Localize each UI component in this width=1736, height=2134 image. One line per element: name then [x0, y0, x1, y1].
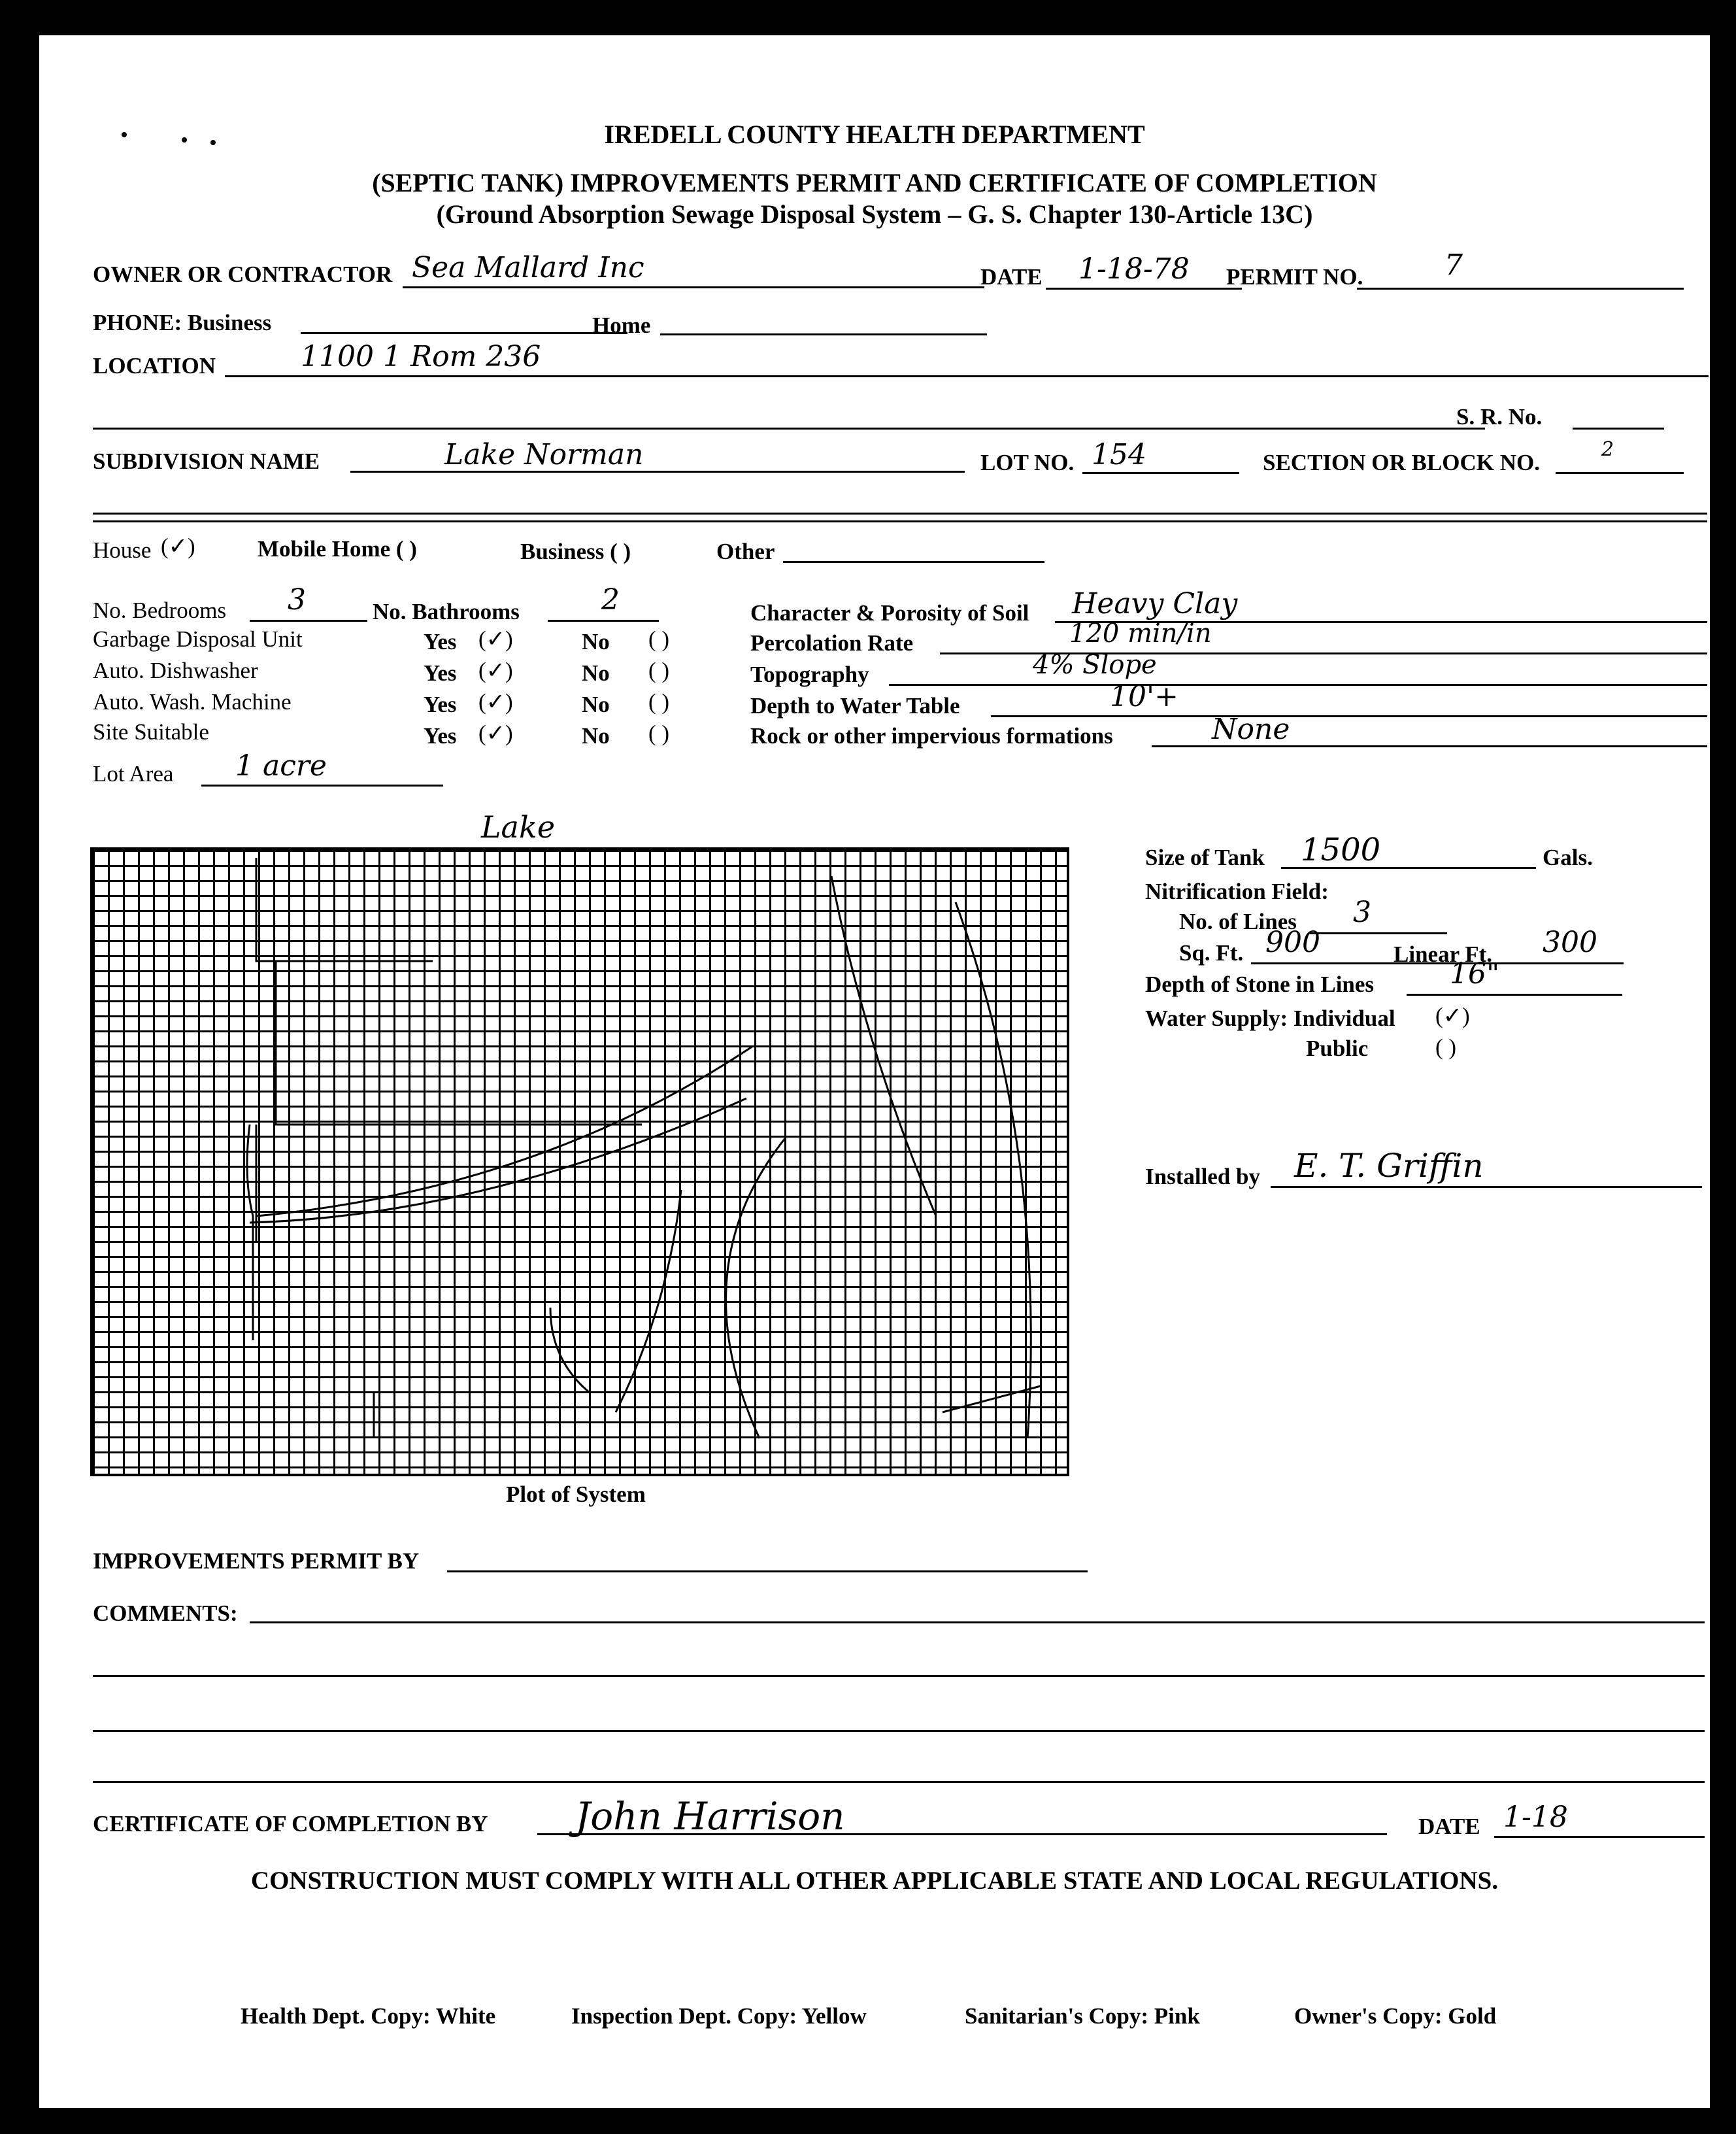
lines-line: [1310, 932, 1447, 934]
location-label: LOCATION: [93, 353, 216, 379]
date-value[interactable]: 1-18-78: [1078, 252, 1190, 286]
site-no-label: No: [582, 723, 610, 749]
water-table-label: Depth to Water Table: [750, 693, 960, 719]
other-line: [783, 561, 1044, 563]
permit-by-line: [447, 1570, 1088, 1572]
sqft-value[interactable]: 900: [1265, 926, 1320, 959]
rock-label: Rock or other impervious formations: [750, 723, 1113, 749]
date-line: [1046, 288, 1242, 290]
rock-value[interactable]: None: [1212, 713, 1290, 746]
location-value[interactable]: 1100 1 Rom 236: [301, 340, 541, 373]
plot-grid: [90, 847, 1069, 1476]
lot-area-label: Lot Area: [93, 761, 174, 787]
lot-no-label: LOT NO.: [980, 450, 1075, 475]
owner-line: [403, 286, 984, 288]
phone-business-label: PHONE: Business: [93, 310, 272, 335]
certificate-label: CERTIFICATE OF COMPLETION BY: [93, 1811, 488, 1837]
lines-value[interactable]: 3: [1353, 896, 1371, 929]
certificate-date-label: DATE: [1418, 1814, 1480, 1839]
site-yes-label: Yes: [424, 723, 457, 749]
washing-no-checkbox[interactable]: ( ): [648, 689, 670, 715]
dishwasher-label: Auto. Dishwasher: [93, 658, 258, 683]
comments-line-1[interactable]: [250, 1621, 1705, 1623]
dishwasher-no-checkbox[interactable]: ( ): [648, 658, 670, 683]
washing-yes-label: Yes: [424, 692, 457, 717]
garbage-no-label: No: [582, 629, 610, 654]
subdivision-label: SUBDIVISION NAME: [93, 449, 320, 474]
topography-value[interactable]: 4% Slope: [1033, 650, 1157, 680]
garbage-disposal-label: Garbage Disposal Unit: [93, 626, 303, 652]
bathrooms-value[interactable]: 2: [601, 583, 620, 617]
permit-value[interactable]: 7: [1444, 248, 1463, 282]
installed-by-line: [1271, 1186, 1702, 1188]
copy-inspection-dept: Inspection Dept. Copy: Yellow: [571, 2003, 867, 2029]
water-table-value[interactable]: 10'+: [1110, 680, 1178, 713]
mobile-home-option[interactable]: Mobile Home ( ): [258, 536, 417, 562]
stone-depth-line: [1407, 994, 1622, 996]
installed-by-label: Installed by: [1145, 1164, 1261, 1189]
department-title: IREDELL COUNTY HEALTH DEPARTMENT: [604, 120, 1145, 149]
public-checkbox[interactable]: ( ): [1435, 1034, 1457, 1060]
dishwasher-yes-label: Yes: [424, 660, 457, 686]
bathrooms-label: No. Bathrooms: [373, 599, 520, 624]
comments-line-3[interactable]: [93, 1730, 1705, 1732]
certificate-date-line: [1494, 1836, 1705, 1838]
gallons-label: Gals.: [1543, 845, 1593, 870]
sr-no-label: S. R. No.: [1456, 404, 1543, 430]
form-subtitle: (Ground Absorption Sewage Disposal System – G. S. Chapter 130-Article 13C): [436, 199, 1313, 229]
garbage-yes-checkbox[interactable]: (✓): [478, 626, 513, 652]
lake-label: Lake: [481, 809, 556, 845]
house-checkbox[interactable]: (✓): [161, 534, 195, 559]
divider-rule: [93, 513, 1707, 515]
linear-ft-value[interactable]: 300: [1543, 926, 1597, 959]
lot-no-line: [1082, 472, 1239, 474]
certificate-signature[interactable]: John Harrison: [575, 1794, 845, 1838]
individual-checkbox[interactable]: (✓): [1435, 1003, 1470, 1028]
copy-sanitarian: Sanitarian's Copy: Pink: [965, 2003, 1200, 2029]
water-table-line: [991, 715, 1707, 717]
lot-area-value[interactable]: 1 acre: [235, 749, 327, 783]
soil-value[interactable]: Heavy Clay: [1072, 587, 1238, 620]
water-supply-label: Water Supply: Individual: [1145, 1006, 1395, 1031]
linear-ft-label: Linear Ft.: [1394, 941, 1493, 967]
comments-line-2[interactable]: [93, 1675, 1705, 1677]
phone-business-line: [301, 332, 627, 334]
lines-label: No. of Lines: [1179, 909, 1297, 934]
other-label: Other: [716, 539, 775, 564]
public-label: Public: [1306, 1036, 1369, 1061]
garbage-no-checkbox[interactable]: ( ): [648, 626, 670, 652]
compliance-notice: CONSTRUCTION MUST COMPLY WITH ALL OTHER APPLICABLE STATE AND LOCAL REGULATIONS.: [250, 1867, 1499, 1895]
permit-by-label: IMPROVEMENTS PERMIT BY: [93, 1548, 420, 1574]
permit-form: [39, 35, 1710, 2108]
sr-no-line: [1573, 428, 1664, 430]
bedrooms-label: No. Bedrooms: [93, 598, 227, 623]
divider-rule: [93, 520, 1707, 522]
business-option[interactable]: Business ( ): [520, 539, 631, 564]
owner-value[interactable]: Sea Mallard Inc: [412, 251, 644, 284]
lot-area-line: [201, 785, 443, 787]
percolation-value[interactable]: 120 min/in: [1069, 618, 1212, 649]
section-label: SECTION OR BLOCK NO.: [1263, 450, 1540, 475]
location-line: [225, 375, 1709, 377]
phone-home-line: [660, 333, 987, 335]
bathrooms-line: [548, 620, 659, 622]
subdivision-line: [350, 471, 965, 473]
section-value[interactable]: 2: [1601, 438, 1614, 461]
bedrooms-value[interactable]: 3: [288, 583, 306, 617]
percolation-label: Percolation Rate: [750, 630, 914, 656]
phone-home-label: Home: [592, 313, 651, 338]
form-title: (SEPTIC TANK) IMPROVEMENTS PERMIT AND CERTIFICATE OF COMPLETION: [372, 168, 1377, 197]
plot-caption: Plot of System: [506, 1482, 646, 1507]
section-line: [1556, 472, 1684, 474]
soil-label: Character & Porosity of Soil: [750, 600, 1029, 626]
dishwasher-yes-checkbox[interactable]: (✓): [478, 658, 513, 683]
permit-label: PERMIT NO.: [1226, 264, 1363, 290]
site-yes-checkbox[interactable]: (✓): [478, 720, 513, 746]
topography-label: Topography: [750, 662, 869, 687]
copy-health-dept: Health Dept. Copy: White: [241, 2003, 496, 2029]
site-no-checkbox[interactable]: ( ): [648, 720, 670, 746]
washing-machine-label: Auto. Wash. Machine: [93, 689, 292, 715]
comments-label: COMMENTS:: [93, 1600, 238, 1626]
installed-by-value[interactable]: E. T. Griffin: [1294, 1147, 1484, 1185]
comments-line-4[interactable]: [93, 1781, 1705, 1783]
certificate-date-value[interactable]: 1-18: [1503, 1801, 1568, 1834]
dishwasher-no-label: No: [582, 660, 610, 686]
stone-depth-value[interactable]: 16": [1450, 957, 1500, 991]
copy-owner: Owner's Copy: Gold: [1294, 2003, 1497, 2029]
bedrooms-line: [250, 620, 367, 622]
permit-line: [1357, 288, 1684, 290]
tank-size-label: Size of Tank: [1145, 845, 1265, 870]
house-label: House: [93, 537, 152, 563]
tank-size-value[interactable]: 1500: [1301, 832, 1381, 868]
washing-no-label: No: [582, 692, 610, 717]
date-label: DATE: [980, 264, 1043, 290]
owner-label: OWNER OR CONTRACTOR: [93, 262, 393, 287]
subdivision-value[interactable]: Lake Norman: [444, 438, 644, 471]
lot-no-value[interactable]: 154: [1092, 438, 1146, 471]
sqft-label: Sq. Ft.: [1179, 940, 1244, 966]
site-suitable-label: Site Suitable: [93, 719, 209, 745]
plot-sketch: [93, 850, 1067, 1474]
stone-depth-label: Depth of Stone in Lines: [1145, 972, 1375, 997]
location-line-2: [93, 428, 1485, 430]
topography-line: [889, 684, 1707, 686]
nitrification-label: Nitrification Field:: [1145, 879, 1329, 904]
garbage-yes-label: Yes: [424, 629, 457, 654]
washing-yes-checkbox[interactable]: (✓): [478, 689, 513, 715]
